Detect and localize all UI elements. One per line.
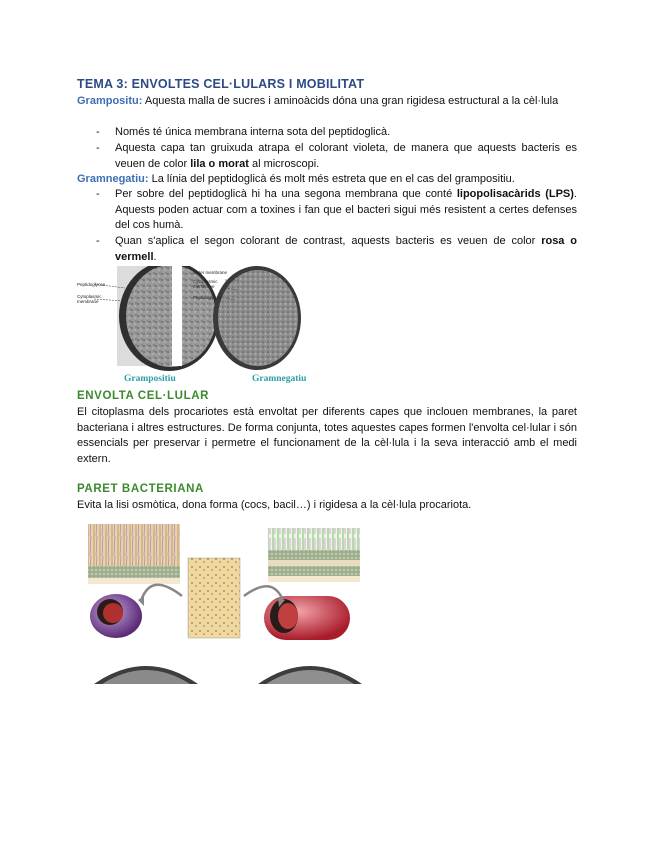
bullet-text-post: . Aquests poden actuar com a toxines i fan que el bacteri sigui més resistent a certes defenses del cos humà. — [115, 188, 577, 231]
gramnegative-wall-diagram — [268, 528, 360, 582]
grampositive-wall-diagram — [88, 524, 180, 584]
bullet-text: Només té única membrana interna sota del peptidoglicà. — [115, 126, 391, 138]
gramnegative-micrograph — [213, 266, 301, 370]
gramnegatiu-term: Gramnegatiu: — [77, 173, 149, 185]
cell-wall-illustration — [86, 516, 366, 684]
figure-label: Cytoplasmic membrane — [77, 294, 102, 304]
grampositive-cell-illustration — [90, 594, 142, 638]
grampositiu-paragraph — [77, 94, 577, 110]
figure-label: Cytoplasmic membrane — [193, 279, 218, 289]
figure-label: Peptidoglycan — [193, 295, 222, 300]
section-heading-envolta: ENVOLTA CEL·LULAR — [77, 390, 209, 402]
bullet-text — [115, 234, 577, 265]
bullet-text-bold: lila o morat — [190, 157, 249, 170]
figure-caption-gramnegatiu: Gramnegatiu — [252, 374, 307, 384]
list-item — [96, 187, 577, 234]
page-title: TEMA 3: ENVOLTES CEL·LULARS I MOBILITAT — [77, 77, 365, 91]
bullet-dash: - — [96, 142, 100, 154]
bullet-text-post: al microscopi. — [248, 157, 320, 170]
bullet-dash: - — [96, 126, 100, 138]
list-item — [96, 125, 577, 141]
gramnegatiu-text: La línia del peptidoglicà és molt més estreta que en el cas del grampositiu. — [148, 173, 515, 185]
bottom-micrographs — [94, 666, 362, 684]
grampositiu-term: Grampositu: — [77, 95, 143, 107]
figure-label: Peptidoglycan — [77, 282, 106, 287]
bullet-text-post: . — [153, 250, 157, 263]
bullet-dash: - — [96, 235, 100, 247]
bullet-dash: - — [96, 188, 100, 200]
gramnegative-cell-illustration — [264, 596, 350, 640]
bullet-text-pre: Aquesta capa tan gruixuda atrapa el colorant violeta, de manera que aquests bacteris es veuen de color — [115, 142, 577, 170]
grampositiu-text: Aquesta malla de sucres i aminoàcids dóna una gran rigidesa estructural a la cèl·lula — [142, 95, 559, 107]
bullet-text-pre: Quan s'aplica el segon colorant de contrast, aquests bacteris es veuen de color — [115, 235, 542, 247]
wall-micrograph — [188, 558, 240, 638]
bullet-text-bold: lipopolisacàrids (LPS) — [456, 188, 574, 200]
figure-caption-grampositiu: Grampositiu — [124, 374, 176, 384]
figure-label: Outer membrane — [193, 270, 228, 275]
bullet-text — [115, 187, 577, 234]
bullet-text-bold: rosa o vermell — [115, 235, 577, 263]
bullet-text — [115, 141, 577, 172]
gramnegatiu-paragraph — [77, 172, 577, 188]
list-item — [96, 141, 577, 172]
envolta-paragraph: El citoplasma dels procariotes està envoltat per diferents capes que inclouen membranes, la paret bacteriana i altres estructures. De forma conjunta, totes aquestes capes formen l'envolta cel·lular i són essencials per preservar i permetre el funcionament de la cèl·lula i la seva interacció amb el medi extern. — [77, 406, 577, 465]
bullet-text-pre: Per sobre del peptidoglicà hi ha una segona membrana que conté — [115, 188, 457, 200]
paret-paragraph: Evita la lisi osmòtica, dona forma (cocs, bacil…) i rigidesa a la cèl·lula procariota. — [77, 499, 472, 511]
list-item — [96, 234, 577, 265]
section-heading-paret: PARET BACTERIANA — [77, 483, 204, 495]
